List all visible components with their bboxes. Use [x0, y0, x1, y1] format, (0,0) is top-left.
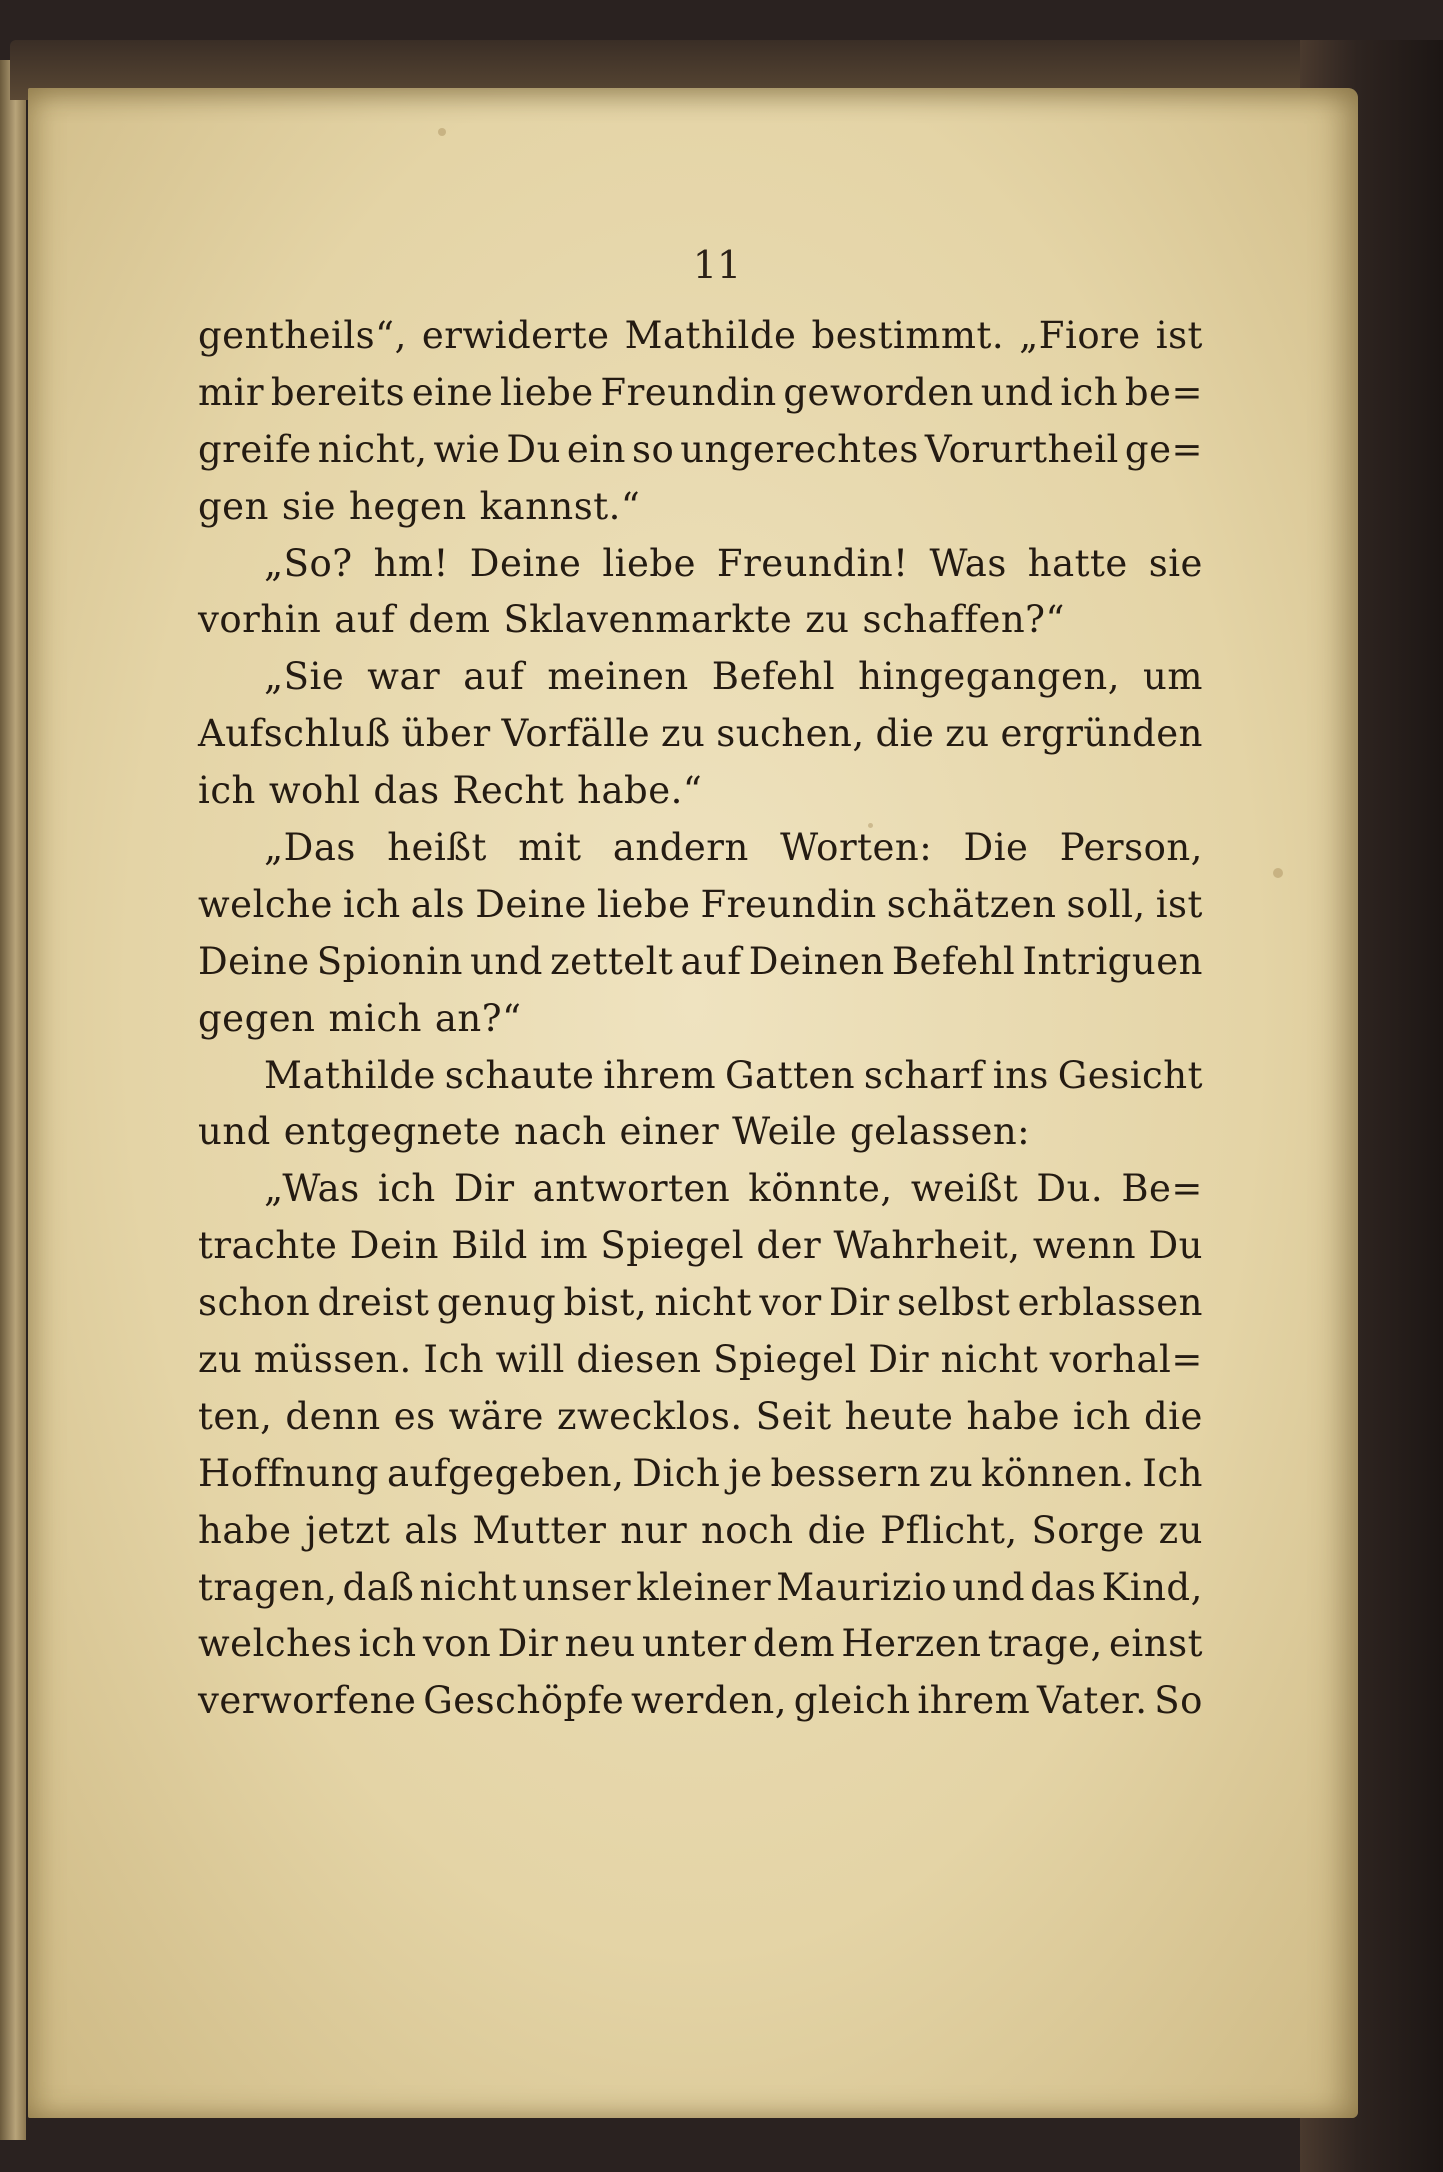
- word: nach: [514, 1110, 607, 1154]
- word: So: [1154, 1679, 1203, 1723]
- word: kannst.“: [479, 484, 641, 528]
- word: Deinen: [748, 939, 885, 983]
- word: zwecklos.: [557, 1394, 743, 1438]
- word: schaute: [444, 1053, 595, 1097]
- word: mir: [198, 370, 265, 414]
- word: ist: [1155, 314, 1203, 357]
- word: schaffen?“: [862, 598, 1065, 642]
- word: Herzen: [841, 1622, 982, 1666]
- text-line: [198, 479, 1203, 536]
- text-line: [198, 1673, 1203, 1730]
- word: weißt: [910, 1167, 1019, 1211]
- text-line: [198, 1389, 1203, 1446]
- word: Gatten: [724, 1053, 856, 1097]
- word: als: [404, 1508, 459, 1552]
- word: Dir: [453, 1167, 515, 1211]
- word: habe.“: [577, 769, 703, 813]
- text-line: [198, 592, 1203, 649]
- word: die: [807, 1508, 867, 1552]
- word: Dein: [349, 1224, 439, 1268]
- word: Vorurtheil: [924, 427, 1119, 471]
- word: hatte: [1027, 541, 1128, 585]
- word: erblassen: [1017, 1281, 1203, 1325]
- word: schätzen: [886, 882, 1057, 926]
- word: wenn: [1032, 1224, 1137, 1268]
- word: „Fiore: [1019, 314, 1141, 357]
- word: bereits: [270, 370, 406, 414]
- word: hm!: [373, 541, 449, 585]
- word: zu: [928, 1451, 974, 1495]
- text-line: [198, 1218, 1203, 1275]
- word: Geschöpfe: [423, 1679, 625, 1723]
- word: trage,: [987, 1622, 1103, 1666]
- word: tragen,: [198, 1565, 338, 1609]
- word: Freundin: [700, 882, 877, 926]
- word: Wahrheit,: [833, 1224, 1021, 1268]
- word: Worten:: [780, 826, 933, 870]
- word: unter: [641, 1622, 747, 1666]
- word: ich: [377, 1167, 436, 1211]
- text-line: [198, 1560, 1203, 1617]
- book-page: [28, 88, 1358, 2118]
- word: ihrem: [603, 1053, 717, 1097]
- word: suchen,: [716, 712, 865, 756]
- word: ich: [358, 1622, 417, 1666]
- word: als: [410, 882, 466, 926]
- word: Gesicht: [1057, 1053, 1203, 1097]
- word: Mathilde: [264, 1053, 436, 1097]
- word: und: [952, 1565, 1026, 1609]
- word: will: [495, 1338, 565, 1382]
- word: Weile: [732, 1110, 838, 1154]
- text-line: [198, 422, 1203, 479]
- word: ins: [992, 1053, 1049, 1097]
- word: auf: [680, 939, 742, 983]
- word: jetzt: [305, 1508, 391, 1552]
- word: die: [1143, 1394, 1203, 1438]
- word: soll,: [1066, 882, 1146, 926]
- word: ergründen: [1000, 712, 1203, 756]
- word: zu: [1158, 1508, 1203, 1552]
- text-line: [198, 1503, 1203, 1560]
- word: das: [1030, 1565, 1097, 1609]
- text-line: [198, 1616, 1203, 1673]
- word: zu: [661, 712, 706, 756]
- word: Sorge: [1031, 1508, 1145, 1552]
- word: dem: [752, 1622, 836, 1666]
- word: zu: [198, 1338, 243, 1382]
- word: ungerechtes: [680, 427, 919, 471]
- word: Recht: [452, 769, 565, 813]
- word: über: [401, 712, 491, 756]
- word: diesen: [576, 1338, 702, 1382]
- word: sie: [1148, 541, 1203, 585]
- word: Seit: [755, 1394, 832, 1438]
- word: Bild: [451, 1224, 528, 1268]
- text-line: [198, 763, 1203, 820]
- body-text: [198, 308, 1203, 1730]
- word: vor: [759, 1281, 822, 1325]
- word: dreist: [317, 1281, 430, 1325]
- word: denn: [285, 1394, 381, 1438]
- word: nicht: [419, 1565, 518, 1609]
- word: zettelt: [550, 939, 674, 983]
- word: daß: [342, 1565, 415, 1609]
- word: Dir: [497, 1622, 559, 1666]
- text-line: [198, 991, 1203, 1048]
- word: Vorfälle: [501, 712, 651, 756]
- word: Pflicht,: [880, 1508, 1018, 1552]
- word: Spionin: [316, 939, 463, 983]
- word: liebe: [500, 370, 594, 414]
- word: ich: [198, 769, 256, 813]
- text-line: [198, 706, 1203, 763]
- word: genug: [436, 1281, 557, 1325]
- word: welches: [198, 1622, 353, 1666]
- word: be=: [1124, 370, 1203, 414]
- word: nur: [620, 1508, 688, 1552]
- word: habe: [966, 1394, 1060, 1438]
- word: sie: [281, 484, 337, 528]
- word: an?“: [434, 996, 522, 1040]
- paper-stain: [438, 128, 446, 136]
- word: Person,: [1059, 826, 1203, 870]
- word: Spiegel: [713, 1338, 857, 1382]
- word: unser: [522, 1565, 632, 1609]
- text-line: [198, 877, 1203, 934]
- word: die: [875, 712, 935, 756]
- word: Vater.: [1036, 1679, 1148, 1723]
- word: es: [393, 1394, 436, 1438]
- word: nicht: [654, 1281, 753, 1325]
- word: liebe: [602, 541, 696, 585]
- word: Dir: [829, 1281, 890, 1325]
- word: eine: [411, 370, 494, 414]
- word: könnte,: [748, 1167, 893, 1211]
- word: „Was: [264, 1167, 360, 1211]
- word: zu: [805, 598, 850, 642]
- word: ich: [342, 882, 401, 926]
- word: noch: [700, 1508, 794, 1552]
- word: nicht: [940, 1338, 1039, 1382]
- word: hingegangen,: [858, 655, 1120, 699]
- word: gen: [198, 484, 269, 528]
- word: wohl: [268, 769, 361, 813]
- word: Was: [929, 541, 1007, 585]
- word: Kind,: [1101, 1565, 1203, 1609]
- word: meinen: [547, 655, 689, 699]
- text-line: [198, 1332, 1203, 1389]
- word: und: [980, 370, 1054, 414]
- word: liebe: [596, 882, 691, 926]
- word: dem: [408, 598, 491, 642]
- word: Befehl: [891, 939, 1016, 983]
- word: Mathilde: [624, 314, 797, 357]
- word: Sklavenmarkte: [503, 598, 793, 642]
- word: ich: [1060, 370, 1119, 414]
- word: Spiegel: [600, 1224, 745, 1268]
- word: vorhal=: [1049, 1338, 1203, 1382]
- word: der: [756, 1224, 822, 1268]
- text-line: [198, 1446, 1203, 1503]
- word: geworden: [783, 370, 975, 414]
- word: Ich: [1142, 1451, 1203, 1495]
- word: Aufschluß: [198, 712, 391, 756]
- word: „Sie: [264, 655, 345, 699]
- word: Deine: [198, 939, 310, 983]
- word: ge=: [1124, 427, 1203, 471]
- word: gegen: [198, 996, 316, 1040]
- word: mit: [518, 826, 582, 870]
- word: bestimmt.: [811, 314, 1005, 357]
- word: werden,: [631, 1679, 787, 1723]
- word: auf: [334, 598, 396, 642]
- word: gleich: [793, 1679, 911, 1723]
- word: war: [367, 655, 441, 699]
- word: greife: [198, 427, 312, 471]
- paper-stain: [1273, 868, 1283, 878]
- word: Ich: [423, 1338, 485, 1382]
- word: antworten: [532, 1167, 731, 1211]
- text-line: [198, 365, 1203, 422]
- word: trachte: [198, 1224, 338, 1268]
- text-line: [198, 1161, 1203, 1218]
- page-number: 11: [692, 243, 742, 287]
- word: heute: [844, 1394, 954, 1438]
- word: müssen.: [253, 1338, 412, 1382]
- word: Befehl: [711, 655, 836, 699]
- word: ist: [1155, 882, 1203, 926]
- word: Freundin!: [716, 541, 909, 585]
- word: bessern: [770, 1451, 921, 1495]
- word: heißt: [387, 826, 487, 870]
- word: neu: [564, 1622, 636, 1666]
- word: das: [373, 769, 440, 813]
- word: gentheils“,: [198, 314, 407, 357]
- word: ten,: [198, 1394, 273, 1438]
- word: von: [422, 1622, 492, 1666]
- word: ein: [566, 427, 626, 471]
- word: welche: [198, 882, 333, 926]
- word: Be=: [1121, 1167, 1203, 1211]
- word: aufgegeben,: [386, 1451, 625, 1495]
- word: ihrem: [917, 1679, 1031, 1723]
- text-line: [198, 536, 1203, 593]
- text-line: [198, 1048, 1203, 1105]
- word: selbst: [897, 1281, 1011, 1325]
- word: andern: [612, 826, 749, 870]
- word: Deine: [475, 882, 587, 926]
- word: Die: [963, 826, 1029, 870]
- word: je: [728, 1451, 763, 1495]
- word: Maurizio: [776, 1565, 948, 1609]
- word: einst: [1109, 1622, 1203, 1666]
- word: Mutter: [472, 1508, 607, 1552]
- word: zu: [945, 712, 990, 756]
- word: Deine: [469, 541, 582, 585]
- word: scharf: [863, 1053, 984, 1097]
- text-line: [198, 1275, 1203, 1332]
- word: Dich: [632, 1451, 721, 1495]
- word: mich: [328, 996, 422, 1040]
- word: „Das: [264, 826, 356, 870]
- text-line: [198, 308, 1203, 365]
- word: wie: [433, 427, 501, 471]
- word: entgegnete: [283, 1110, 502, 1154]
- word: Du: [506, 427, 561, 471]
- word: Hoffnung: [198, 1451, 380, 1495]
- word: Freundin: [600, 370, 777, 414]
- word: bist,: [563, 1281, 648, 1325]
- word: habe: [198, 1508, 292, 1552]
- word: können.: [981, 1451, 1135, 1495]
- word: nicht,: [317, 427, 428, 471]
- word: und: [470, 939, 543, 983]
- previous-page-edge: [0, 60, 26, 2140]
- word: erwiderte: [421, 314, 610, 357]
- word: einer: [619, 1110, 720, 1154]
- word: gelassen:: [850, 1110, 1031, 1154]
- word: im: [540, 1224, 589, 1268]
- word: hegen: [349, 484, 467, 528]
- text-line: [198, 1104, 1203, 1161]
- text-line: [198, 649, 1203, 706]
- word: Du: [1148, 1224, 1203, 1268]
- word: Dir: [868, 1338, 930, 1382]
- word: verworfene: [198, 1679, 417, 1723]
- word: und: [198, 1110, 271, 1154]
- word: auf: [463, 655, 525, 699]
- word: Du.: [1036, 1167, 1104, 1211]
- word: ich: [1073, 1394, 1131, 1438]
- word: um: [1143, 655, 1203, 699]
- text-line: [198, 820, 1203, 877]
- word: so: [631, 427, 675, 471]
- text-line: [198, 934, 1203, 991]
- word: vorhin: [198, 598, 322, 642]
- word: kleiner: [636, 1565, 772, 1609]
- word: „So?: [264, 541, 353, 585]
- word: Intriguen: [1022, 939, 1203, 983]
- word: wäre: [448, 1394, 544, 1438]
- word: schon: [198, 1281, 311, 1325]
